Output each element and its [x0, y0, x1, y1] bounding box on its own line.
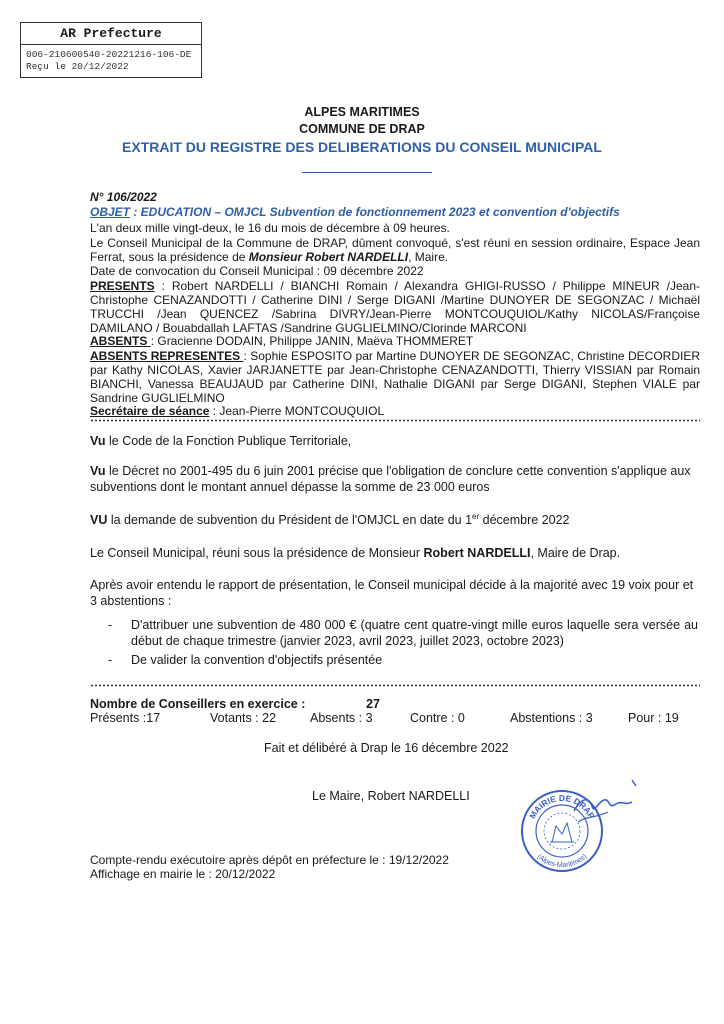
stat-contre: Contre : 0	[410, 711, 465, 725]
mayor-signature-line: Le Maire, Robert NARDELLI	[312, 789, 470, 803]
deliberation-objet	[90, 205, 700, 219]
session-date: L'an deux mille vingt-deux, le 16 du mois de décembre à 09 heures.	[90, 221, 450, 235]
seal-bottom-text: (Alpes-Maritimes)	[535, 853, 589, 870]
bullet-dash: -	[108, 618, 113, 632]
superscript-er: er	[472, 511, 480, 521]
objet-label: OBJET	[90, 205, 131, 219]
presents-label: PRESENTS	[90, 279, 155, 293]
vu-label: Vu	[90, 434, 106, 448]
deliberation-place-date: Fait et délibéré à Drap le 16 décembre 2022	[264, 741, 509, 755]
vu-code	[90, 433, 700, 449]
stat-abstentions: Abstentions : 3	[510, 711, 593, 725]
signature-mark	[632, 780, 636, 786]
presents-list	[90, 279, 700, 335]
secretary-label: Secrétaire de séance	[90, 404, 210, 418]
vu-demande-date: décembre 2022	[479, 513, 570, 527]
objet-text: : EDUCATION – OMJCL Subvention de fonctionnement 2023 et convention d'objectifs	[130, 205, 620, 219]
presents-names: : Robert NARDELLI / BIANCHI Romain / Alexandra GHIGI-RUSSO / Philippe MINEUR /Jean-Christophe CENAZANDOTTI / Catherine DINI / Serge DIGANI /Martine DUNOYER DE SEGONZAC / Michaël TRUCCHI /Jean QUENCEZ /Sabrina DIVRY/Jean-Pierre MONTCOUQUIOL/Kathy NICOLAS/Françoise DAMILANO / Bouabdallah LAFTAS /Sandrine GUGLIELMINO/Clorinde MARCONI	[90, 279, 700, 335]
session-convening	[90, 236, 700, 264]
register-heading: EXTRAIT DU REGISTRE DES DELIBERATIONS DU CONSEIL MUNICIPAL	[122, 139, 602, 155]
convening-suffix: , Maire.	[408, 250, 449, 264]
header-divider	[302, 172, 432, 173]
stamp-title: AR Prefecture	[21, 23, 201, 45]
president-name: Monsieur Robert NARDELLI	[248, 250, 409, 264]
vu-label: VU	[90, 513, 108, 527]
vu-decret	[90, 463, 700, 495]
absents-names: : Gracienne DODAIN, Philippe JANIN, Maëva THOMMERET	[150, 334, 474, 348]
vu-demande	[90, 512, 700, 528]
council-president: Robert NARDELLI	[423, 546, 531, 560]
deliberation-number: N° 106/2022	[90, 190, 157, 204]
prefecture-stamp	[20, 22, 202, 78]
affichage-date: Affichage en mairie le : 20/12/2022	[90, 867, 276, 881]
secretary-line	[90, 404, 700, 418]
vu-label: Vu	[90, 464, 106, 478]
council-suffix: , Maire de Drap.	[530, 546, 621, 560]
department-heading: ALPES MARITIMES	[304, 105, 420, 119]
stat-votants: Votants : 22	[210, 711, 277, 725]
represented-names: : Sophie ESPOSITO par Martine DUNOYER DE SEGONZAC, Christine DECORDIER par Kathy NICOLAS, Xavier JARJANETTE par Jean-Christophe CENAZANDOTTI, Thierry VISSIAN par Romain BIANCHI, Vanessa BEAUJAUD par Catherine DINI, Nathalie DIGANI par Serge DIGANI, Stephen VIALE par Sandrine GUGLIELMINO	[90, 349, 700, 405]
asterisk-divider	[90, 684, 700, 687]
stat-presents: Présents :17	[90, 711, 161, 725]
vu-decret-text: le Décret no 2001-495 du 6 juin 2001 précise que l'obligation de conclure cette convention s'applique aux subventions dont le montant annuel dépasse la somme de 23 000 euros	[90, 464, 691, 494]
decision-bullet	[108, 652, 698, 668]
secretary-name: : Jean-Pierre MONTCOUQUIOL	[209, 404, 385, 418]
council-count-label: Nombre de Conseillers en exercice :	[90, 697, 306, 711]
bullet-dash: -	[108, 653, 113, 667]
compte-rendu-date: Compte-rendu exécutoire après dépôt en préfecture le : 19/12/2022	[90, 853, 449, 867]
mairie-seal-icon	[512, 776, 652, 886]
convocation-date: Date de convocation du Conseil Municipal : 09 décembre 2022	[90, 264, 424, 278]
vu-demande-text: la demande de subvention du Président de l'OMJCL en date du 1	[107, 513, 473, 527]
bullet-subvention: D'attribuer une subvention de 480 000 € (quatre cent quatre-vingt mille euros laquelle sera versée au début de chaque trimestre (janvier 2023, avril 2023, juillet 2023, octobre 2023)	[131, 618, 698, 648]
stat-pour: Pour : 19	[628, 711, 679, 725]
stamp-received-date: Reçu le 20/12/2022	[26, 61, 129, 72]
council-text: Le Conseil Municipal, réuni sous la présidence de Monsieur	[90, 546, 424, 560]
council-count: 27	[366, 697, 380, 711]
asterisk-divider	[90, 419, 700, 422]
stamp-reference: 006-210600540-20221216-106-DE	[26, 49, 192, 60]
council-statement	[90, 545, 700, 561]
absents-label: ABSENTS	[90, 334, 151, 348]
decision-bullet	[108, 617, 698, 649]
seal-top-text: MAIRIE DE DRAP	[527, 792, 597, 821]
absents-list	[90, 334, 700, 348]
bullet-convention: De valider la convention d'objectifs présentée	[131, 653, 383, 667]
commune-heading: COMMUNE DE DRAP	[299, 122, 425, 136]
decision-text: Après avoir entendu le rapport de présentation, le Conseil municipal décide à la majorité avec 19 voix pour et 3 abstentions :	[90, 578, 694, 608]
vu-code-text: le Code de la Fonction Publique Territoriale,	[105, 434, 352, 448]
represented-label: ABSENTS REPRESENTES	[90, 349, 244, 363]
stamp-body	[21, 45, 201, 77]
represented-list	[90, 349, 700, 405]
convening-text: Le Conseil Municipal de la Commune de DRAP, dûment convoqué, s'est réuni en session ordinaire, Espace Jean Ferrat, sous la présidence de	[90, 236, 700, 264]
stat-absents: Absents : 3	[310, 711, 373, 725]
